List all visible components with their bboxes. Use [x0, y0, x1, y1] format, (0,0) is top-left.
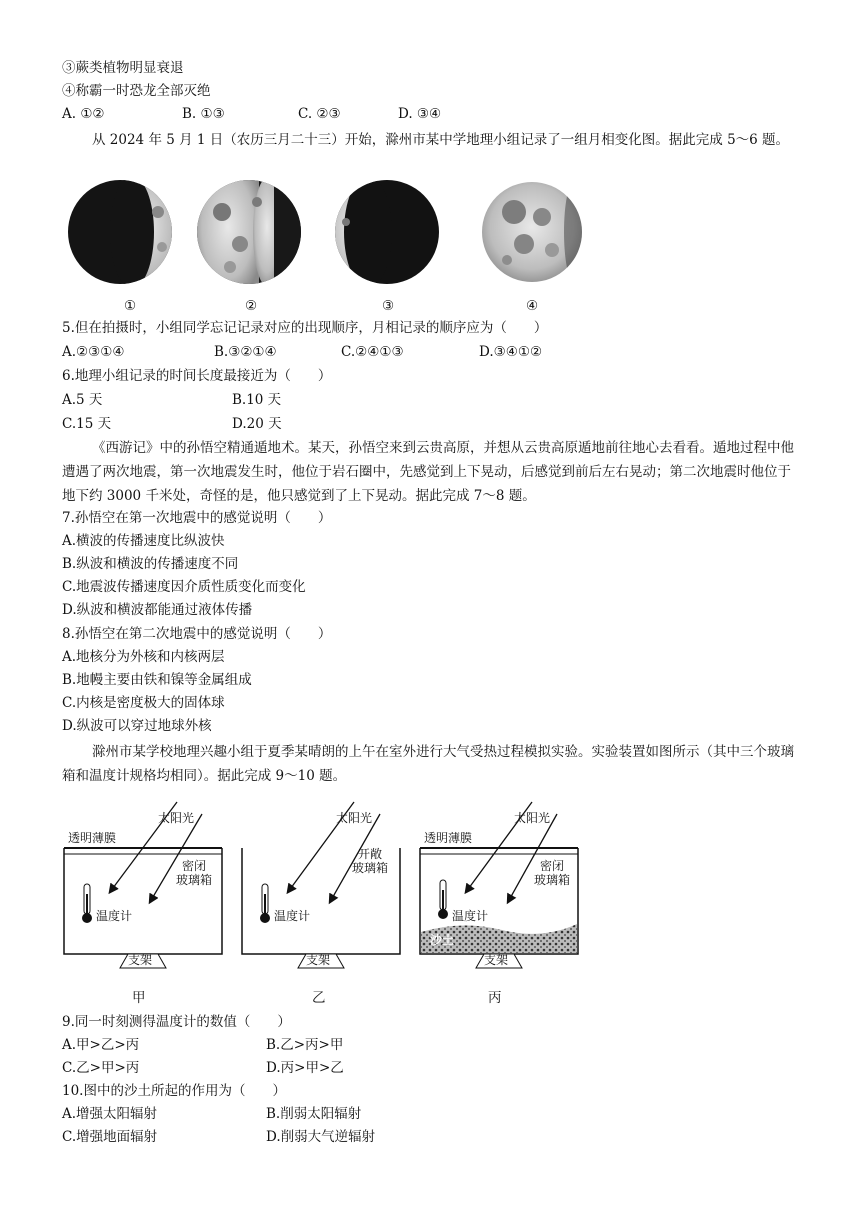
sunlight-label-bing: 太阳光	[514, 811, 551, 825]
prev-option-b: B. ①③	[182, 106, 225, 122]
q6-option-a: A.5 天	[62, 392, 103, 408]
sunlight-label-jia: 太阳光	[158, 811, 195, 825]
thermometer-label-bing: 温度计	[452, 909, 489, 923]
moon-1-image	[68, 176, 176, 288]
q9-stem: 9.同一时刻测得温度计的数值（ ）	[62, 1014, 291, 1030]
q8-option-d: D.纵波可以穿过地球外核	[62, 718, 212, 734]
q10-option-d: D.削弱大气逆辐射	[266, 1129, 376, 1145]
prev-option-d: D. ③④	[398, 106, 442, 122]
prev-option-c: C. ②③	[298, 106, 341, 122]
thermometer-label-yi: 温度计	[274, 909, 311, 923]
q8-stem: 8.孙悟空在第二次地震中的感觉说明（ ）	[62, 626, 332, 642]
q7-option-c: C.地震波传播速度因介质性质变化而变化	[62, 579, 306, 595]
moon-label-3: ③	[381, 298, 395, 314]
q9-option-b: B.乙>丙>甲	[266, 1037, 344, 1053]
q5-option-b: B.③②①④	[214, 344, 277, 360]
box-label-yi: 乙	[312, 990, 326, 1006]
stand-label-jia: 支架	[128, 953, 153, 967]
q10-option-b: B.削弱太阳辐射	[266, 1106, 362, 1122]
open-label-yi-2: 玻璃箱	[352, 861, 389, 875]
box-yi	[242, 802, 400, 968]
q8-option-a: A.地核分为外核和内核两层	[62, 649, 225, 665]
q7-option-d: D.纵波和横波都能通过液体传播	[62, 602, 253, 618]
statement-4: ④称霸一时恐龙全部灭绝	[62, 83, 211, 99]
box-label-bing: 丙	[488, 990, 502, 1006]
moon-2-image	[197, 172, 314, 294]
q7-option-a: A.横波的传播速度比纵波快	[62, 533, 225, 549]
statement-3: ③蕨类植物明显衰退	[62, 60, 184, 76]
q10-stem: 10.图中的沙土所起的作用为（ ）	[62, 1083, 286, 1099]
moon-4-image	[482, 182, 584, 282]
q5-option-c: C.②④①③	[341, 344, 404, 360]
moon-3-image	[326, 176, 439, 288]
q5-option-d: D.③④①②	[479, 344, 543, 360]
stand-label-yi: 支架	[306, 953, 331, 967]
q6-option-d: D.20 天	[232, 416, 282, 432]
experiment-diagram	[62, 792, 582, 984]
q5-option-a: A.②③①④	[62, 344, 125, 360]
q9-option-a: A.甲>乙>丙	[62, 1037, 140, 1053]
q10-option-c: C.增强地面辐射	[62, 1129, 158, 1145]
film-label-jia: 透明薄膜	[68, 831, 117, 845]
q7-option-b: B.纵波和横波的传播速度不同	[62, 556, 239, 572]
q10-option-a: A.增强太阳辐射	[62, 1106, 158, 1122]
sunlight-label-yi: 太阳光	[336, 811, 373, 825]
moon-label-1: ①	[123, 298, 137, 314]
stand-label-bing: 支架	[484, 953, 509, 967]
q6-option-b: B.10 天	[232, 392, 282, 408]
q6-stem: 6.地理小组记录的时间长度最接近为（ ）	[62, 368, 332, 384]
prev-option-a: A. ①②	[62, 106, 105, 122]
q8-option-b: B.地幔主要由铁和镍等金属组成	[62, 672, 252, 688]
q5-stem: 5.但在拍摄时，小组同学忘记记录对应的出现顺序，月相记录的顺序应为（ ）	[62, 320, 548, 336]
q9-option-c: C.乙>甲>丙	[62, 1060, 140, 1076]
q8-option-c: C.内核是密度极大的固体球	[62, 695, 225, 711]
sealed-label-jia-2: 玻璃箱	[176, 873, 213, 887]
soil-label: 沙土	[430, 933, 455, 947]
moon-phase-figure	[62, 172, 592, 294]
q9-option-d: D.丙>甲>乙	[266, 1060, 344, 1076]
passage-moon-phase: 从 2024 年 5 月 1 日（农历三月二十三）开始，滁州市某中学地理小组记录了一组月相变化图。据此完成 5～6 题。	[92, 132, 790, 148]
sealed-label-jia-1: 密闭	[182, 859, 207, 873]
passage-experiment: 滁州市某学校地理兴趣小组于夏季某晴朗的上午在室外进行大气受热过程模拟实验。实验装置如图所示（其中三个玻璃箱和温度计规格均相同）。据此完成 9～10 题。	[62, 744, 794, 784]
passage-earthquake: 《西游记》中的孙悟空精通遁地术。某天，孙悟空来到云贵高原，并想从云贵高原遁地前往地心去看看。遁地过程中他遭遇了两次地震，第一次地震发生时，他位于岩石圈中，先感觉到上下晃动，后感觉到前后左右晃动；第二次地震时他位于地下约 3000 千米处，奇怪的是，他只感觉到了上下晃动。据此完成 7～8 题。	[62, 440, 794, 504]
box-label-jia: 甲	[132, 990, 146, 1006]
q6-option-c: C.15 天	[62, 416, 112, 432]
film-label-bing: 透明薄膜	[424, 831, 473, 845]
sealed-label-bing-1: 密闭	[540, 859, 565, 873]
moon-label-4: ④	[525, 298, 539, 314]
thermometer-label-jia: 温度计	[96, 909, 133, 923]
q7-stem: 7.孙悟空在第一次地震中的感觉说明（ ）	[62, 510, 332, 526]
open-label-yi-1: 开敞	[358, 847, 383, 861]
moon-label-2: ②	[244, 298, 258, 314]
sealed-label-bing-2: 玻璃箱	[534, 873, 571, 887]
